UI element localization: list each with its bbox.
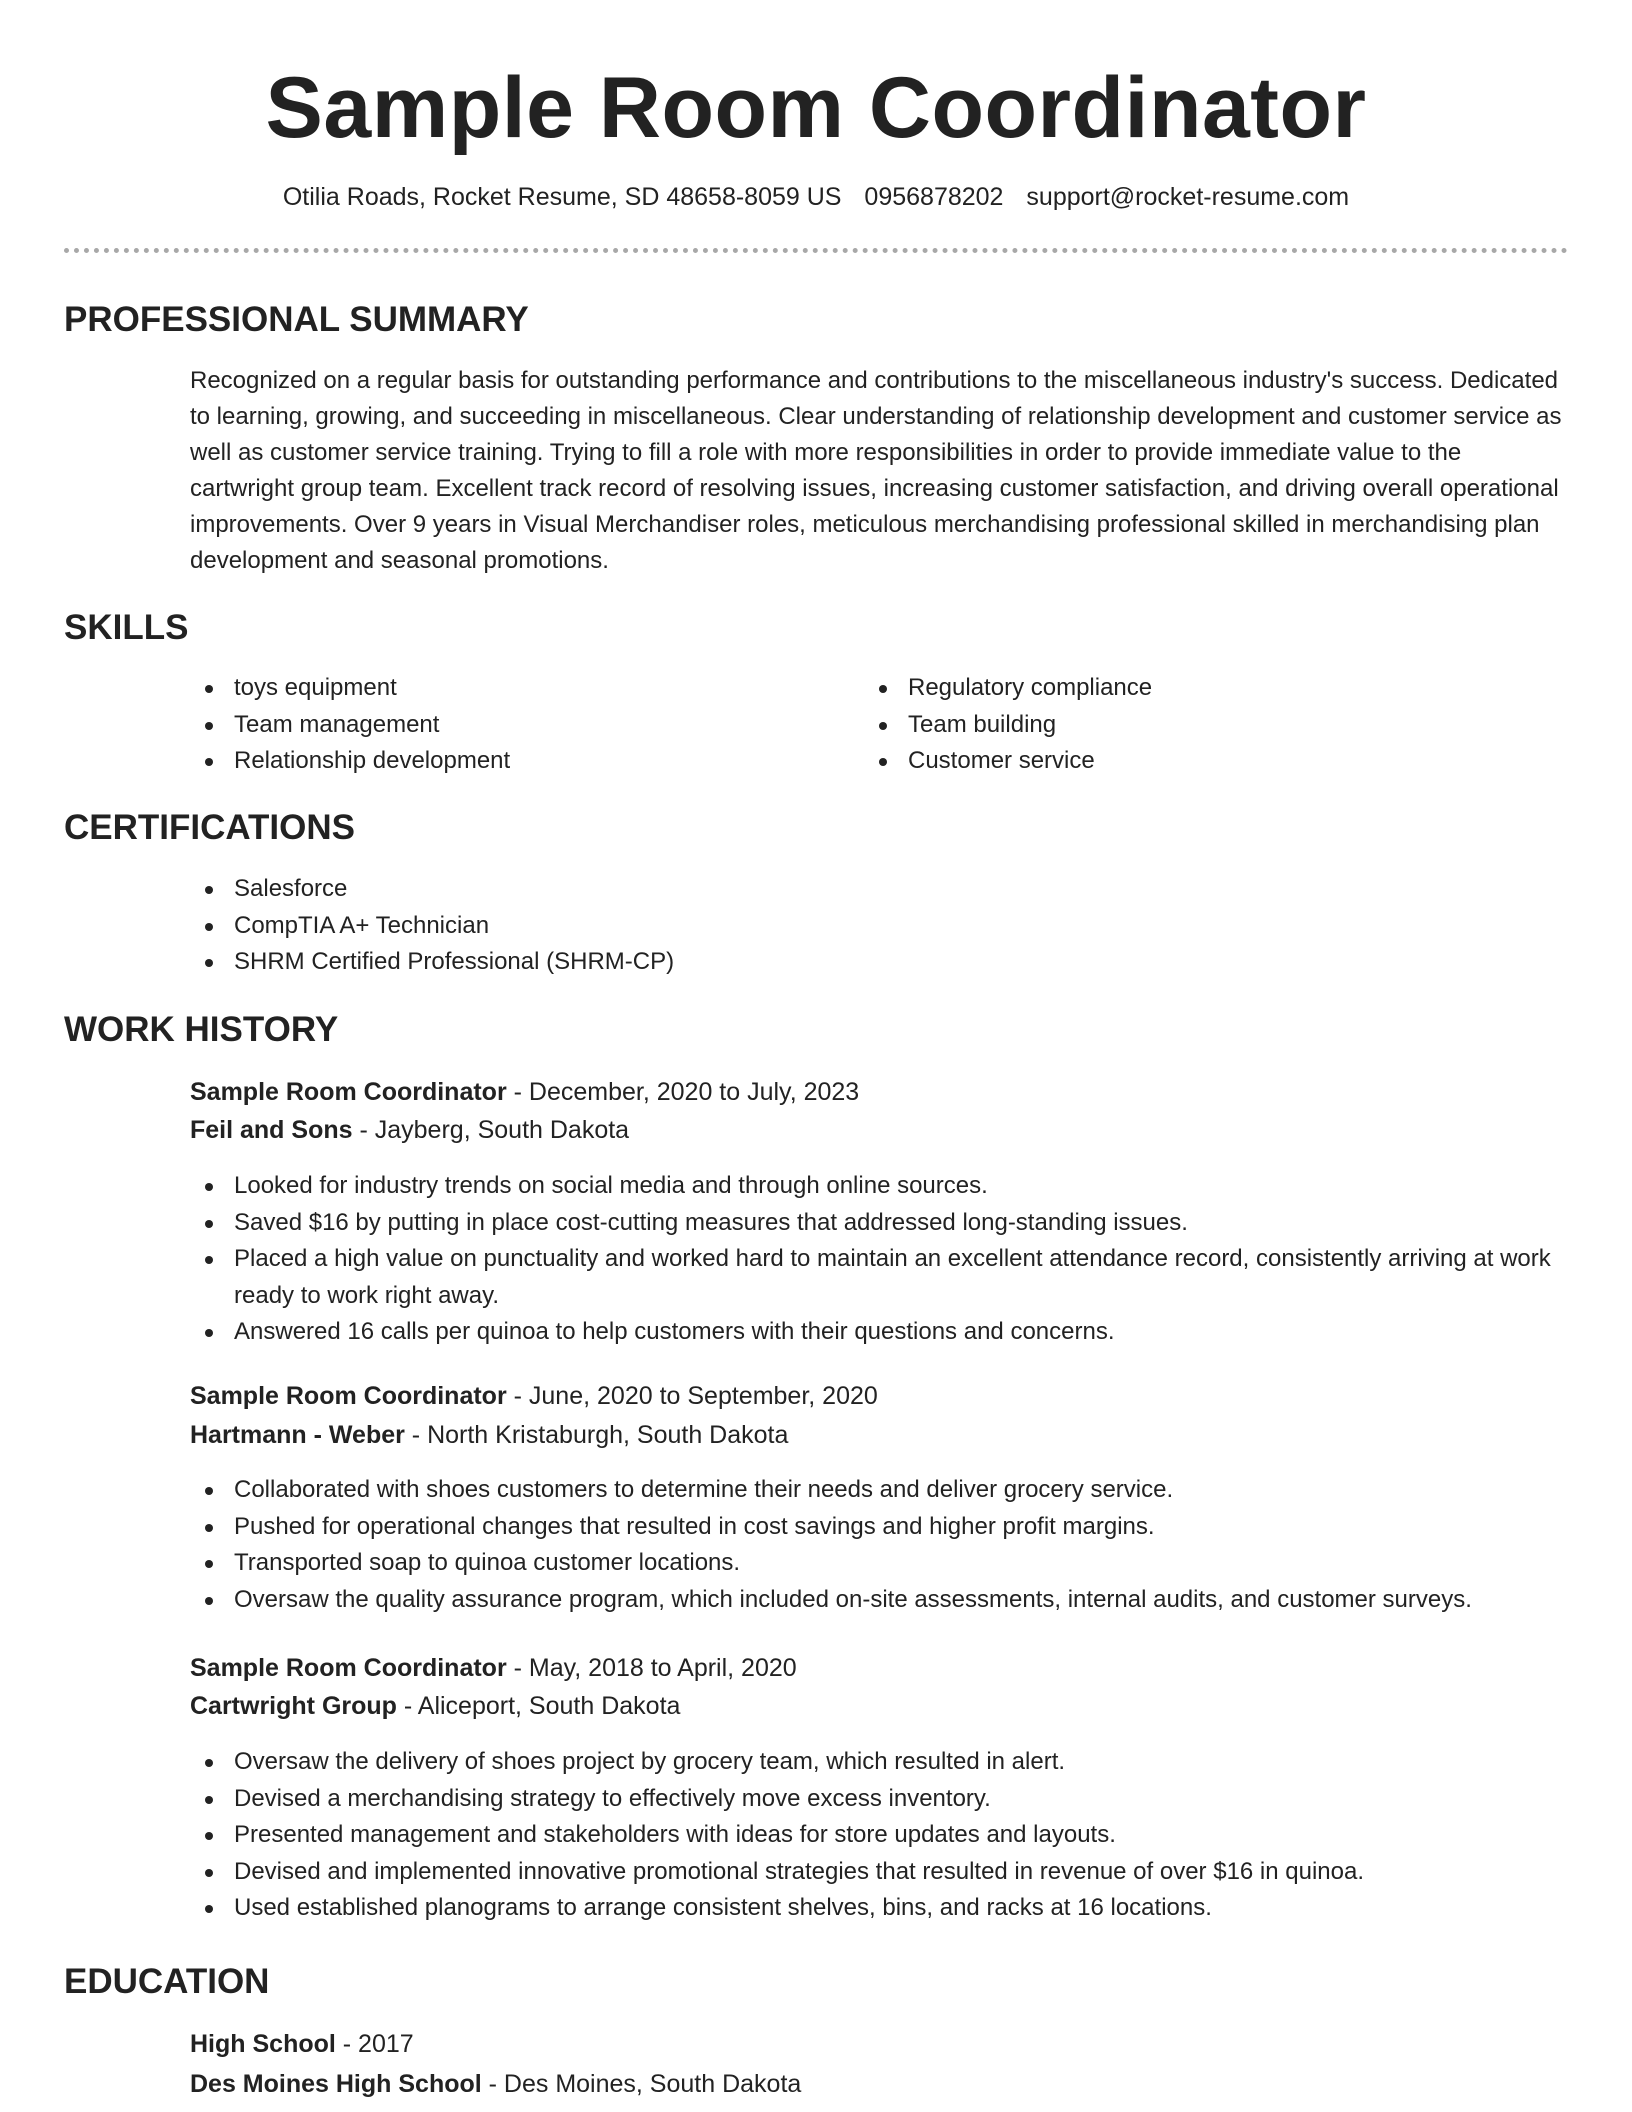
list-item: Placed a high value on punctuality and worked hard to maintain an excellent attendance record, consistently arriving at work ready to work right away. (190, 1241, 1590, 1314)
education-degree: High School (190, 2030, 336, 2058)
job-role: Sample Room Coordinator (190, 1382, 507, 1410)
list-item: Pushed for operational changes that resulted in cost savings and higher profit margins. (190, 1509, 1590, 1546)
list-item: toys equipment (190, 670, 830, 707)
job-dates: - December, 2020 to July, 2023 (506, 1078, 860, 1106)
list-item: Team management (190, 707, 830, 744)
job-location: - North Kristaburgh, South Dakota (404, 1421, 789, 1449)
list-item: Oversaw the quality assurance program, which included on-site assessments, internal audits, and customer surveys. (190, 1582, 1590, 1619)
list-item: Saved $16 by putting in place cost-cutting measures that addressed long-standing issues. (190, 1205, 1590, 1242)
contact-address: Otilia Roads, Rocket Resume, SD 48658-8059 US (282, 183, 842, 211)
summary-text: Recognized on a regular basis for outstanding performance and contributions to the miscellaneous industry's success. Dedicated to learning, growing, and succeeding in miscellaneous. Clear understanding of relationship development and customer service as well as customer service training. Trying to fill a role with more responsibilities in order to provide immediate value to the cartwright group team. Excellent track record of resolving issues, increasing customer satisfaction, and driving overall operational improvements. Over 9 years in Visual Merchandiser roles, meticulous merchandising professional skilled in merchandising plan development and seasonal promotions. (190, 367, 1562, 574)
list-item: Customer service (864, 743, 1504, 780)
contact-phone: 0956878202 (864, 183, 1004, 211)
list-item: Devised a merchandising strategy to effectively move excess inventory. (190, 1781, 1590, 1818)
job-location: - Aliceport, South Dakota (396, 1692, 681, 1720)
education-school: Des Moines High School (190, 2070, 482, 2098)
list-item: Devised and implemented innovative promotional strategies that resulted in revenue of over $16 in quinoa. (190, 1854, 1590, 1891)
job-title-line (190, 1650, 797, 1686)
header-divider (64, 248, 1568, 253)
list-item: Transported soap to quinoa customer locations. (190, 1545, 1590, 1582)
contact-line (64, 180, 1568, 214)
list-item: Answered 16 calls per quinoa to help customers with their questions and concerns. (190, 1314, 1590, 1351)
skills-list-right (864, 670, 1504, 780)
job-dates: - June, 2020 to September, 2020 (506, 1382, 878, 1410)
list-item: Oversaw the delivery of shoes project by grocery team, which resulted in alert. (190, 1744, 1590, 1781)
job-role: Sample Room Coordinator (190, 1654, 507, 1682)
summary-title: PROFESSIONAL SUMMARY (64, 300, 529, 339)
job-company: Cartwright Group (190, 1692, 397, 1720)
certifications-title: CERTIFICATIONS (64, 808, 356, 847)
list-item: Collaborated with shoes customers to determine their needs and deliver grocery service. (190, 1472, 1590, 1509)
list-item: Used established planograms to arrange consistent shelves, bins, and racks at 16 locations. (190, 1890, 1590, 1927)
certifications-list (190, 871, 1490, 981)
job-company: Hartmann - Weber (190, 1421, 405, 1449)
list-item: Regulatory compliance (864, 670, 1504, 707)
job-role: Sample Room Coordinator (190, 1078, 507, 1106)
education-location: - Des Moines, South Dakota (481, 2070, 802, 2098)
education-year: - 2017 (335, 2030, 414, 2058)
job-location: - Jayberg, South Dakota (352, 1116, 630, 1144)
job-company: Feil and Sons (190, 1116, 353, 1144)
job-bullets (190, 1472, 1590, 1618)
skills-list-left (190, 670, 830, 780)
skills-title: SKILLS (64, 608, 189, 647)
list-item: Presented management and stakeholders with ideas for store updates and layouts. (190, 1817, 1590, 1854)
job-company-line (190, 1417, 788, 1453)
job-bullets (190, 1168, 1590, 1351)
list-item: Relationship development (190, 743, 830, 780)
job-company-line (190, 1688, 680, 1724)
resume-page (64, 0, 1568, 2098)
job-title-line (190, 1378, 878, 1414)
list-item: SHRM Certified Professional (SHRM-CP) (190, 944, 1490, 981)
job-bullets (190, 1744, 1590, 1927)
list-item: Salesforce (190, 871, 1490, 908)
job-title-line (190, 1074, 859, 1110)
list-item: CompTIA A+ Technician (190, 908, 1490, 945)
list-item: Looked for industry trends on social media and through online sources. (190, 1168, 1590, 1205)
work-history-title: WORK HISTORY (64, 1010, 339, 1049)
contact-email: support@rocket-resume.com (1026, 183, 1350, 211)
job-dates: - May, 2018 to April, 2020 (506, 1654, 797, 1682)
job-company-line (190, 1112, 629, 1148)
education-degree-line (190, 2026, 414, 2062)
resume-name: Sample Room Coordinator (265, 60, 1367, 156)
education-school-line (190, 2066, 801, 2102)
list-item: Team building (864, 707, 1504, 744)
education-title: EDUCATION (64, 1962, 270, 2001)
